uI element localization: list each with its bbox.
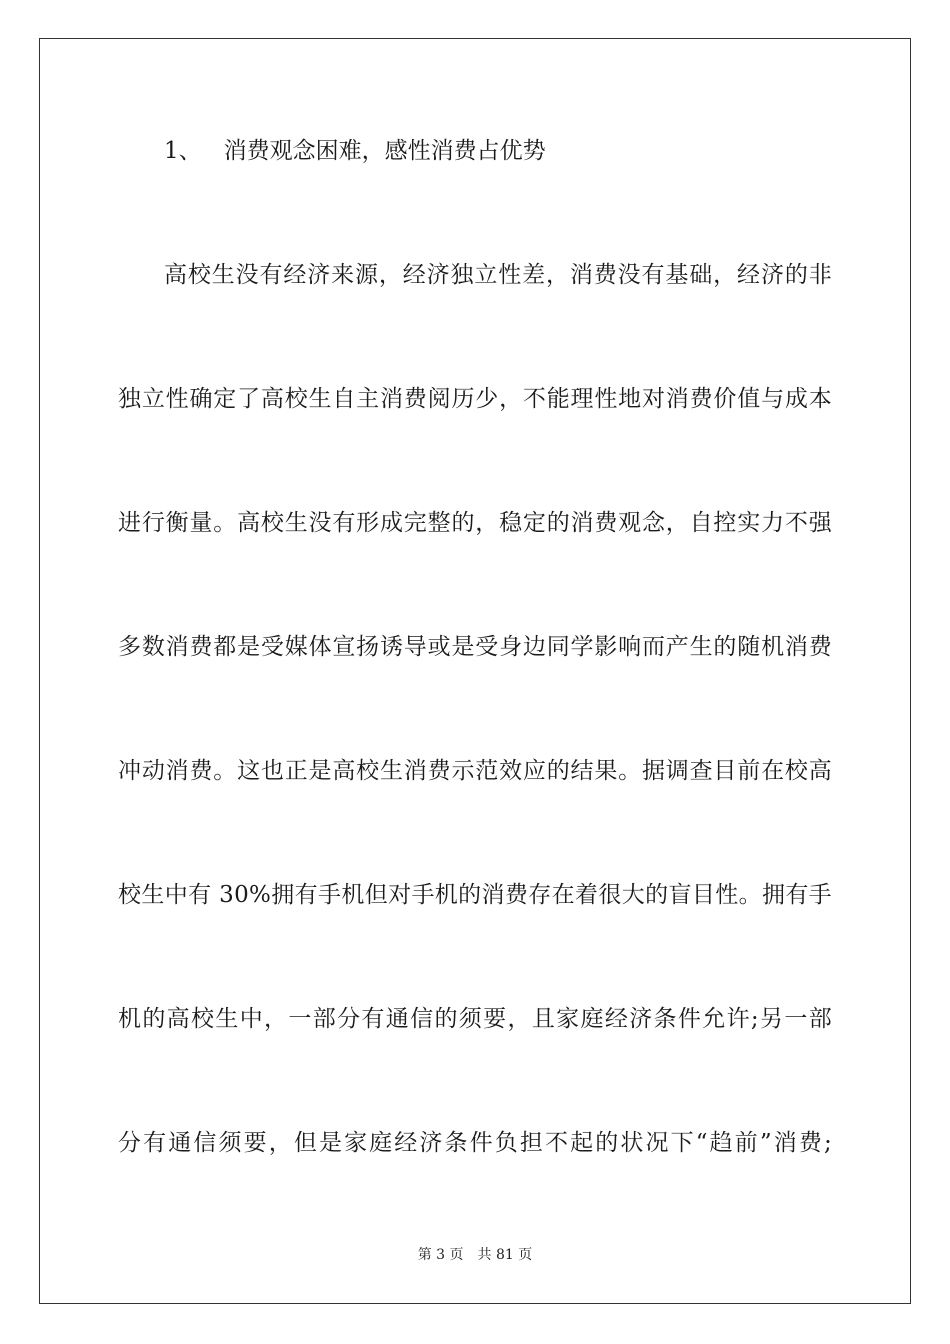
section-heading [164,136,546,166]
paragraph-line: 高校生没有经济来源，经济独立性差，消费没有基础，经济的非 [164,262,832,288]
page-total: 共 81 页 [477,1247,533,1263]
heading-number: 1、 [164,138,202,164]
paragraph-line: 校生中有 30%拥有手机但对手机的消费存在着很大的盲目性。拥有手 [118,882,832,908]
paragraph-line: 进行衡量。高校生没有形成完整的，稳定的消费观念，自控实力不强 [118,510,832,536]
page-border [39,38,911,1304]
paragraph-line: 多数消费都是受媒体宣扬诱导或是受身边同学影响而产生的随机消费 [118,634,832,660]
paragraph-line: 机的高校生中，一部分有通信的须要，且家庭经济条件允许;另一部 [118,1006,832,1032]
page-number: 第 3 页 [417,1247,464,1263]
paragraph-line: 分有通信须要，但是家庭经济条件负担不起的状况下“趋前”消费; [118,1130,832,1156]
paragraph-line: 独立性确定了高校生自主消费阅历少，不能理性地对消费价值与成本 [118,386,832,412]
page-footer [0,1246,950,1264]
paragraph-line: 冲动消费。这也正是高校生消费示范效应的结果。据调查目前在校高 [118,758,832,784]
heading-text: 消费观念困难，感性消费占优势 [223,138,546,164]
